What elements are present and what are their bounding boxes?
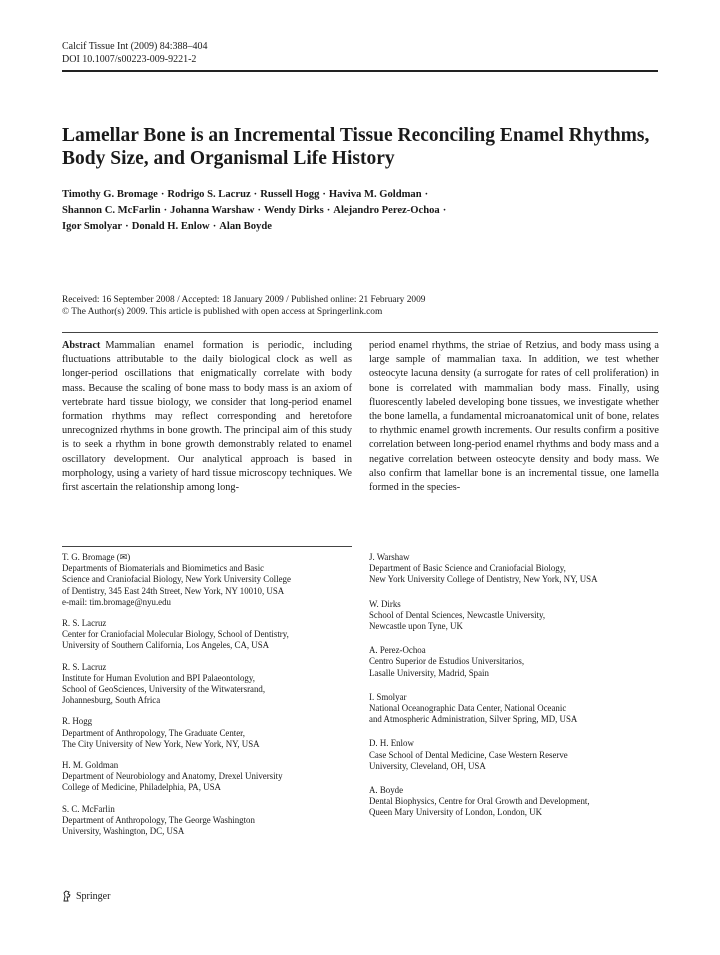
springer-horse-icon <box>62 890 72 902</box>
affiliation-author: A. Boyde <box>369 785 404 796</box>
affiliation-author: A. Perez-Ochoa <box>369 645 426 656</box>
article-history <box>62 294 652 318</box>
affiliation-line: Department of Anthropology, The George Washington <box>62 814 255 825</box>
author-list <box>62 187 652 235</box>
abstract-heading: Abstract <box>62 340 101 351</box>
affiliation <box>369 692 664 726</box>
publisher-footer <box>62 890 110 902</box>
affiliation-line: Institute for Human Evolution and BPI Palaeontology, <box>62 672 255 683</box>
affiliation-line: Centro Superior de Estudios Universitarios, <box>369 656 525 667</box>
affiliation-line: Department of Neurobiology and Anatomy, Drexel University <box>62 771 283 782</box>
affiliation-line: School of GeoSciences, University of the Witwatersrand, <box>62 684 266 695</box>
affiliations-left <box>62 552 357 847</box>
affiliation-line: Johannesburg, South Africa <box>62 695 161 706</box>
affiliation-author: D. H. Enlow <box>369 738 414 749</box>
affiliation-line: of Dentistry, 345 East 24th Street, New York, NY 10010, USA <box>62 585 285 596</box>
affiliation-author: R. S. Lacruz <box>62 618 107 629</box>
abstract-text-right: period enamel rhythms, the striae of Retzius, and body mass using a large sample of mammalian taxa. In addition, we test whether osteocyte lacuna density (a surrogate for rates of cell proliferation) in bone is correlated with mammalian body mass. Finally, using fluorescently labeled developing bone tissues, we investigate whether the bone lamella, a fundamental microanatomical unit of bone, relates to rhythmic enamel growth increments. Our results confirm a positive correlation between long-period enamel rhythms and body mass and a negative correlation between osteocyte density and body mass. We also confirm that lamellar bone is an incremental tissue, one lamella formed in the species- <box>369 340 659 494</box>
affiliation <box>369 552 664 586</box>
abstract-text-left: Mammalian enamel formation is periodic, including fluctuations attributable to the daily biological clock as well as longer-period oscillations that enigmatically correlate with body mass. Because the scaling of bone mass to body mass is an axiom of vertebrate hard tissue biology, we consider that long-period enamel formation rhythms may reflect corresponding and heretofore unrecognized rhythms in bone growth. The principal aim of this study is to seek a rhythm in bone growth demonstrably related to enamel oscillatory development. Our analytical approach is based in morphology, using a variety of hard tissue microscopy techniques. We first ascertain the relationship among long- <box>62 340 352 494</box>
author[interactable]: Igor Smolyar <box>62 221 123 232</box>
affiliation-line: The City University of New York, New York, NY, USA <box>62 738 260 749</box>
author[interactable]: Rodrigo S. Lacruz <box>167 189 251 200</box>
affiliation-line: Departments of Biomaterials and Biomimetics and Basic <box>62 563 265 574</box>
affiliation-author: I. Smolyar <box>369 691 407 702</box>
author-line-2: Shannon C. McFarlin · Johanna Warshaw · Wendy Dirks · Alejandro Perez-Ochoa · <box>62 205 447 216</box>
history-dates: Received: 16 September 2008 / Accepted: 18 January 2009 / Published online: 21 February 2009 <box>62 295 426 305</box>
abstract-left-column <box>62 339 352 495</box>
affiliation-line: School of Dental Sciences, Newcastle University, <box>369 609 546 620</box>
author[interactable]: Haviva M. Goldman <box>328 189 422 200</box>
affiliation-author: J. Warshaw <box>369 552 410 562</box>
affiliation-line: New York University College of Dentistry, New York, NY, USA <box>369 574 598 585</box>
affiliation-author: W. Dirks <box>369 598 401 609</box>
affiliation <box>62 618 357 652</box>
affiliation <box>369 785 664 819</box>
affiliation-line: Lasalle University, Madrid, Spain <box>369 667 489 678</box>
affiliation-line: Department of Anthropology, The Graduate Center, <box>62 727 246 738</box>
affiliation-author: S. C. McFarlin <box>62 803 115 814</box>
author[interactable]: Alejandro Perez-Ochoa <box>333 205 440 216</box>
author[interactable]: Wendy Dirks <box>264 205 324 216</box>
affiliation <box>62 552 357 608</box>
email-link[interactable]: e-mail: tim.bromage@nyu.edu <box>62 596 171 607</box>
author[interactable]: Russell Hogg <box>260 189 320 200</box>
journal-header <box>62 40 208 66</box>
affiliation-author: R. Hogg <box>62 716 93 727</box>
affiliation-line: Dental Biophysics, Centre for Oral Growth and Development, <box>369 796 590 807</box>
abstract-rule <box>62 332 658 333</box>
affiliation <box>369 599 664 633</box>
affiliation-line: and Atmospheric Administration, Silver Spring, MD, USA <box>369 714 578 725</box>
affiliation-line: Science and Craniofacial Biology, New York University College <box>62 574 291 585</box>
open-access-note: © The Author(s) 2009. This article is published with open access at Springerlink.com <box>62 307 383 317</box>
author-line-1: Timothy G. Bromage · Rodrigo S. Lacruz · Russell Hogg · Haviva M. Goldman · <box>62 189 429 200</box>
header-rule <box>62 70 658 72</box>
affiliation <box>62 804 357 838</box>
affiliation-author: T. G. Bromage (✉) <box>62 552 131 562</box>
affiliation-author: R. S. Lacruz <box>62 661 107 672</box>
author[interactable]: Johanna Warshaw <box>170 205 255 216</box>
author[interactable]: Timothy G. Bromage <box>62 189 158 200</box>
affiliation <box>369 738 664 772</box>
article-title: Lamellar Bone is an Incremental Tissue Reconciling Enamel Rhythms, Body Size, and Organismal Life History <box>62 125 650 169</box>
affiliation-author: H. M. Goldman <box>62 760 119 771</box>
affiliation <box>62 662 357 707</box>
journal-citation: Calcif Tissue Int (2009) 84:388–404 <box>62 41 208 52</box>
affiliation-line: University, Cleveland, OH, USA <box>369 760 486 771</box>
affiliation-line: College of Medicine, Philadelphia, PA, USA <box>62 782 221 793</box>
affiliation <box>369 645 664 679</box>
affiliations-right <box>369 552 664 832</box>
affiliation-line: National Oceanographic Data Center, National Oceanic <box>369 703 567 714</box>
affiliation-line: University of Southern California, Los Angeles, CA, USA <box>62 640 270 651</box>
author[interactable]: Shannon C. McFarlin <box>62 205 161 216</box>
publisher-name: Springer <box>76 890 111 902</box>
affiliation-line: Center for Craniofacial Molecular Biology, School of Dentistry, <box>62 629 289 640</box>
author[interactable]: Donald H. Enlow <box>131 221 210 232</box>
affiliation-rule <box>62 546 352 547</box>
author-line-3: Igor Smolyar · Donald H. Enlow · Alan Boyde <box>62 221 272 232</box>
affiliation-line: Newcastle upon Tyne, UK <box>369 621 463 632</box>
affiliation-line: University, Washington, DC, USA <box>62 826 185 837</box>
journal-doi: DOI 10.1007/s00223-009-9221-2 <box>62 54 197 65</box>
affiliation-line: Department of Basic Science and Craniofacial Biology, <box>369 563 566 574</box>
affiliation-line: Case School of Dental Medicine, Case Western Reserve <box>369 749 568 760</box>
affiliation-line: Queen Mary University of London, London, UK <box>369 807 543 818</box>
affiliation <box>62 760 357 794</box>
affiliation <box>62 716 357 750</box>
author[interactable]: Alan Boyde <box>219 221 272 232</box>
abstract-right-column <box>369 339 659 495</box>
